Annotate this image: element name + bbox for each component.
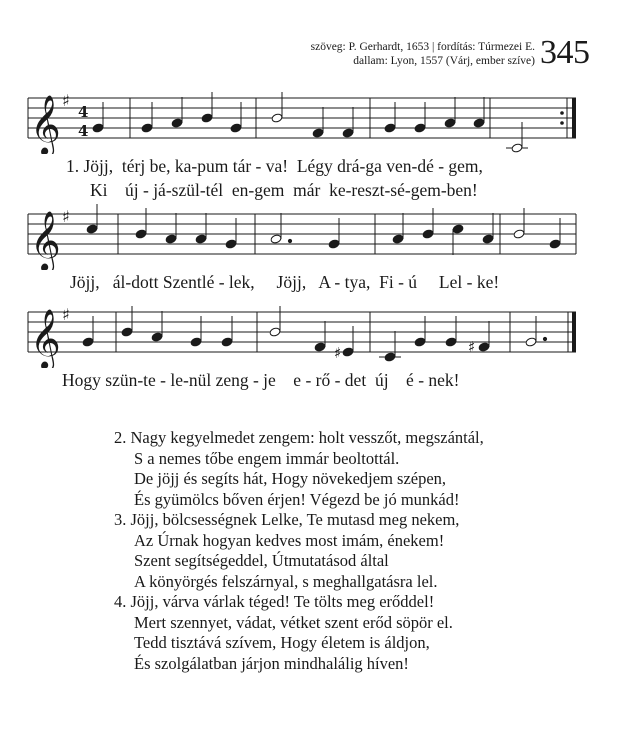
key-sharp-icon: ♯ — [62, 305, 70, 324]
verse-line: A könyörgés felszárnyal, s meghallgatásra lel. — [134, 571, 438, 591]
time-sig-top: 4 — [78, 103, 89, 121]
credits-melody-line: dallam: Lyon, 1557 (Várj, ember szíve) — [353, 55, 535, 67]
credits-text-line: szöveg: P. Gerhardt, 1653 | fordítás: Túrmezei E. — [310, 41, 535, 53]
notes-system-2 — [86, 204, 561, 255]
svg-text:♯: ♯ — [468, 338, 476, 356]
lyric-line: Hogy szün-te - le-nül zeng - je e - rő - det új é - nek! — [62, 370, 460, 390]
notes-system-3 — [82, 306, 547, 362]
verse-line: Az Úrnak hogyan kedves most imám, énekem! — [134, 530, 445, 550]
hymn-number: 345 — [540, 34, 590, 71]
verse-line: De jöjj és segíts hát, Hogy növekedjem szépen, — [134, 469, 447, 488]
verse-line: Tedd tisztává szívem, Hogy életem is áldjon, — [134, 633, 430, 652]
treble-clef-icon: 𝄞 — [30, 309, 61, 368]
additional-verses — [114, 428, 484, 674]
svg-text:♯: ♯ — [334, 344, 342, 362]
key-sharp-icon: ♯ — [62, 91, 70, 110]
verse-line: Mert szennyet, vádat, vétket szent erőd söpör el. — [134, 612, 453, 632]
verse-line: 3. Jöjj, bölcsességnek Lelke, Te mutasd meg nekem, — [114, 510, 460, 529]
staff-system-1 — [0, 88, 631, 154]
lyric-line: Ki új - já-szül-tél en-gem már ke-reszt-sé-gem-ben! — [90, 180, 478, 200]
staff-system-3 — [0, 302, 631, 368]
verse-line: És gyümölcs bőven érjen! Végezd be jó munkád! — [134, 489, 460, 509]
lyric-line: 1. Jöjj, térj be, ka-pum tár - va! Légy drá-ga ven-dé - gem, — [66, 156, 483, 176]
hymn-credits — [205, 40, 535, 68]
verse-line: 2. Nagy kegyelmedet zengem: holt vesszőt, megszántál, — [114, 428, 484, 447]
notes-system-1 — [92, 92, 528, 153]
verse-line: 4. Jöjj, várva várlak téged! Te tölts meg erőddel! — [114, 592, 435, 611]
staff-system-2 — [0, 204, 631, 270]
verse-line: S a nemes tőbe engem immár beoltottál. — [134, 448, 400, 468]
verse-line: Szent segítségeddel, Útmutatásod által — [134, 551, 389, 570]
time-sig-bottom: 4 — [78, 122, 89, 140]
lyric-line: Jöjj, ál-dott Szentlé - lek, Jöjj, A - tya, Fi - ú Lel - ke! — [70, 272, 500, 292]
key-sharp-icon: ♯ — [62, 207, 70, 226]
treble-clef-icon: 𝄞 — [30, 211, 61, 270]
treble-clef-icon: 𝄞 — [30, 95, 61, 154]
verse-line: És szolgálatban járjon mindhalálig híven! — [134, 653, 409, 673]
